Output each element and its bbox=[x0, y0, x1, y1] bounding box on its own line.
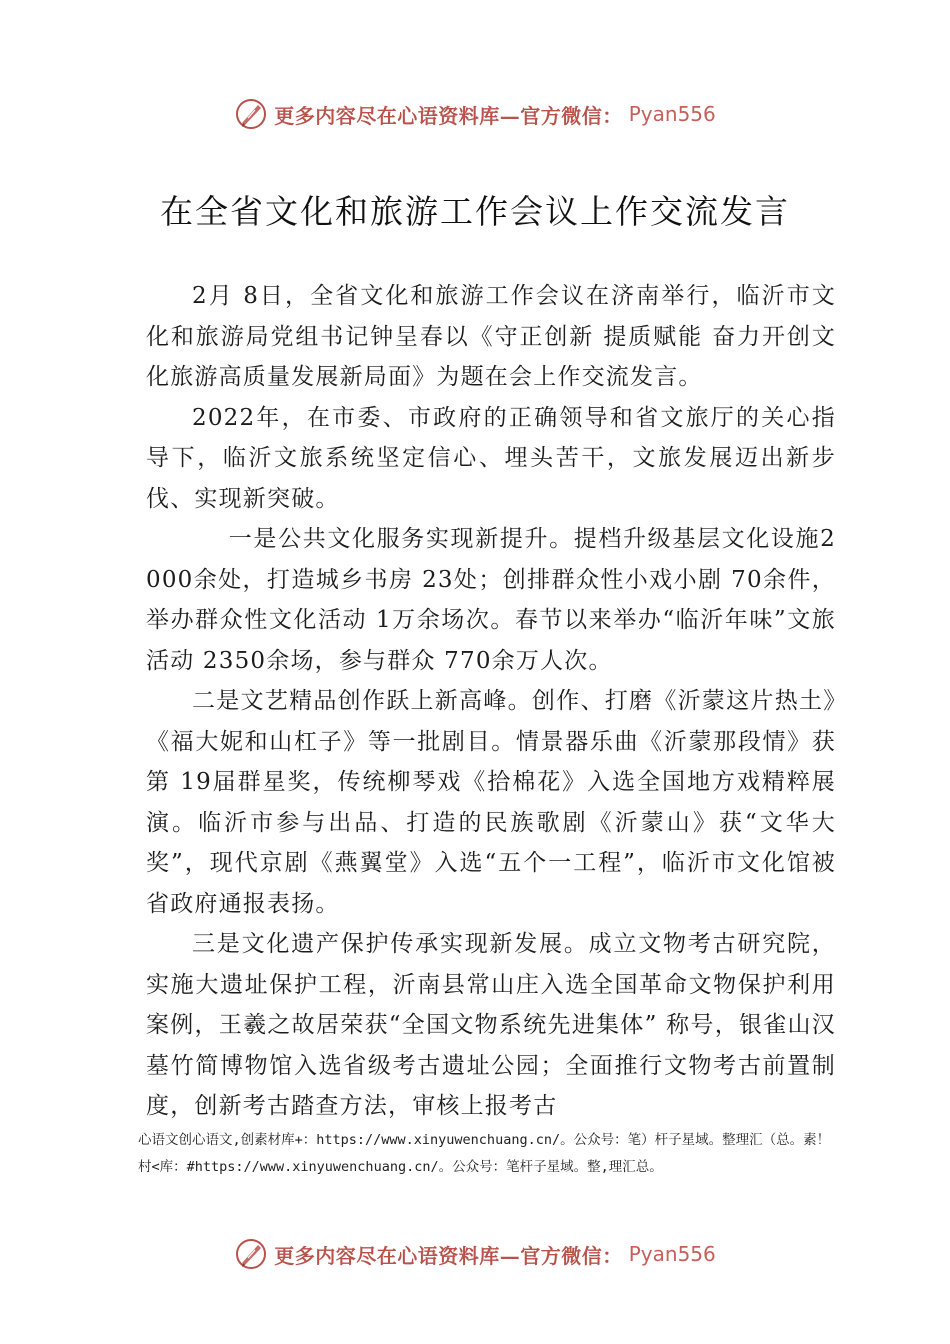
document-body bbox=[146, 276, 836, 1127]
banner-text: 更多内容尽在心语资料库—官方微信： bbox=[274, 103, 623, 128]
header-banner bbox=[0, 94, 950, 134]
banner-wechat-id: Pyan556 bbox=[628, 102, 716, 126]
banner-wechat-id: Pyan556 bbox=[628, 1242, 716, 1266]
paragraph-1: 2月 8日，全省文化和旅游工作会议在济南举行，临沂市文化和旅游局党组书记钟呈春以《守正创新 提质赋能 奋力开创文化旅游高质量发展新局面》为题在会上作交流发言。 bbox=[146, 283, 836, 390]
document-title: 在全省文化和旅游工作会议上作交流发言 bbox=[160, 192, 790, 231]
footer-watermark-note: 心语文创心语文,创素材库+：https://www.xinyuwenchuang.cn/。公众号：笔）杆子星域。整理汇（总。素！村<库：#https://www.xinyuwenchuang.cn/。公众号：笔杆子星域。整,理汇总。 bbox=[138, 1132, 831, 1175]
paragraph-5: 三是文化遗产保护传承实现新发展。成立文物考古研究院，实施大遗址保护工程，沂南县常山庄入选全国革命文物保护利用案例，王羲之故居荣获“全国文物系统先进集体” 称号，银雀山汉墓竹简博物馆入选省级考古遗址公园；全面推行文物考古前置制度，创新考古踏查方法，审核上报考古 bbox=[146, 931, 836, 1119]
footer-banner bbox=[0, 1234, 950, 1274]
paragraph-3: 一是公共文化服务实现新提升。提档升级基层文化设施2000余处，打造城乡书房 23处；创排群众性小戏小剧 70余件，举办群众性文化活动 1万余场次。春节以来举办“临沂年味”文旅活动 2350余场，参与群众 770余万人次。 bbox=[146, 526, 836, 674]
paragraph-2: 2022年，在市委、市政府的正确领导和省文旅厅的关心指导下，临沂文旅系统坚定信心、埋头苦干，文旅发展迈出新步伐、实现新突破。 bbox=[146, 404, 836, 512]
paragraph-4: 二是文艺精品创作跃上新高峰。创作、打磨《沂蒙这片热土》《福大妮和山杠子》等一批剧目。情景器乐曲《沂蒙那段情》获第 19届群星奖，传统柳琴戏《拾棉花》入选全国地方戏精粹展演。临沂市参与出品、打造的民族歌剧《沂蒙山》获“文华大奖”，现代京剧《燕翼堂》入选“五个一工程”，临沂市文化馆被省政府通报表扬。 bbox=[146, 688, 836, 917]
quill-pen-logo-icon bbox=[234, 97, 268, 131]
banner-text: 更多内容尽在心语资料库—官方微信： bbox=[274, 1243, 623, 1268]
quill-pen-logo-icon bbox=[234, 1237, 268, 1271]
